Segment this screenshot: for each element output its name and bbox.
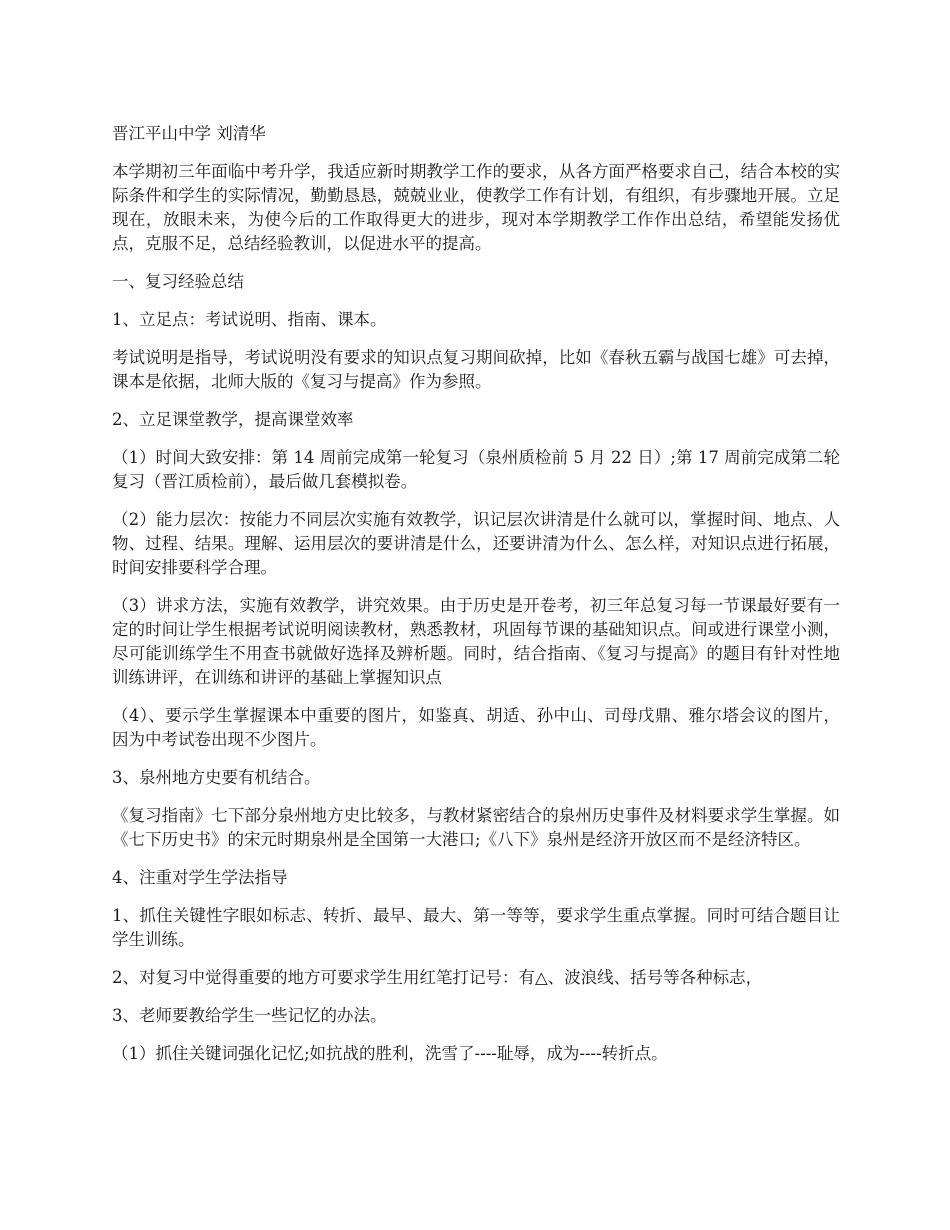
point-heading: 4、注重对学生学法指导 [112, 868, 288, 887]
body-paragraph: 《复习指南》七下部分泉州地方史比较多，与教材紧密结合的泉州历史事件及材料要求学生掌握。如《七下历史书》的宋元时期泉州是全国第一大港口;《八下》泉州是经济开放区而不是经济特区。 [112, 806, 840, 849]
body-paragraph: （1）时间大致安排：第 14 周前完成第一轮复习（泉州质检前 5 月 22 日）;第 17 周前完成第二轮复习（晋江质检前），最后做几套模拟卷。 [112, 448, 840, 491]
body-paragraph: 3、老师要教给学生一些记忆的办法。 [112, 1006, 387, 1025]
body-paragraph: （4）、要示学生掌握课本中重要的图片，如鉴真、胡适、孙中山、司母戊鼎、雅尔塔会议的图片，因为中考试卷出现不少图片。 [112, 706, 840, 749]
body-paragraph: 2、对复习中觉得重要的地方可要求学生用红笔打记号：有△、波浪线、括号等各种标志， [112, 968, 763, 987]
body-paragraph: （1）抓住关键词强化记忆;如抗战的胜利，洗雪了----耻辱，成为----转折点。 [112, 1044, 668, 1063]
point-heading: 1、立足点：考试说明、指南、课本。 [112, 310, 387, 329]
body-paragraph: （3）讲求方法，实施有效教学，讲究效果。由于历史是开卷考，初三年总复习每一节课最好要有一定的时间让学生根据考试说明阅读教材，熟悉教材，巩固每节课的基础知识点。间或进行课堂小测，尽可能训练学生不用查书就做好选择及辨析题。同时，结合指南、《复习与提高》的题目有针对性地训练讲评，在训练和讲评的基础上掌握知识点 [112, 596, 840, 687]
author-line: 晋江平山中学 刘清华 [112, 124, 266, 143]
body-paragraph: 1、抓住关键性字眼如标志、转折、最早、最大、第一等等，要求学生重点掌握。同时可结合题目让学生训练。 [112, 906, 840, 949]
body-paragraph: 考试说明是指导，考试说明没有要求的知识点复习期间砍掉，比如《春秋五霸与战国七雄》可去掉，课本是依据，北师大版的《复习与提高》作为参照。 [112, 348, 840, 391]
point-heading: 3、泉州地方史要有机结合。 [112, 768, 321, 787]
point-heading: 2、立足课堂教学，提高课堂效率 [112, 410, 354, 429]
document-body [112, 122, 840, 1080]
section-heading: 一、复习经验总结 [112, 272, 244, 291]
intro-paragraph: 本学期初三年面临中考升学，我适应新时期教学工作的要求，从各方面严格要求自己，结合本校的实际条件和学生的实际情况，勤勤恳恳，兢兢业业，使教学工作有计划，有组织，有步骤地开展。立足现在，放眼未来，为使今后的工作取得更大的进步，现对本学期教学工作作出总结，希望能发扬优点，克服不足，总结经验教训，以促进水平的提高。 [112, 162, 840, 253]
body-paragraph: （2）能力层次：按能力不同层次实施有效教学，识记层次讲清是什么就可以，掌握时间、地点、人物、过程、结果。理解、运用层次的要讲清是什么，还要讲清为什么、怎么样，对知识点进行拓展，时间安排要科学合理。 [112, 510, 840, 577]
